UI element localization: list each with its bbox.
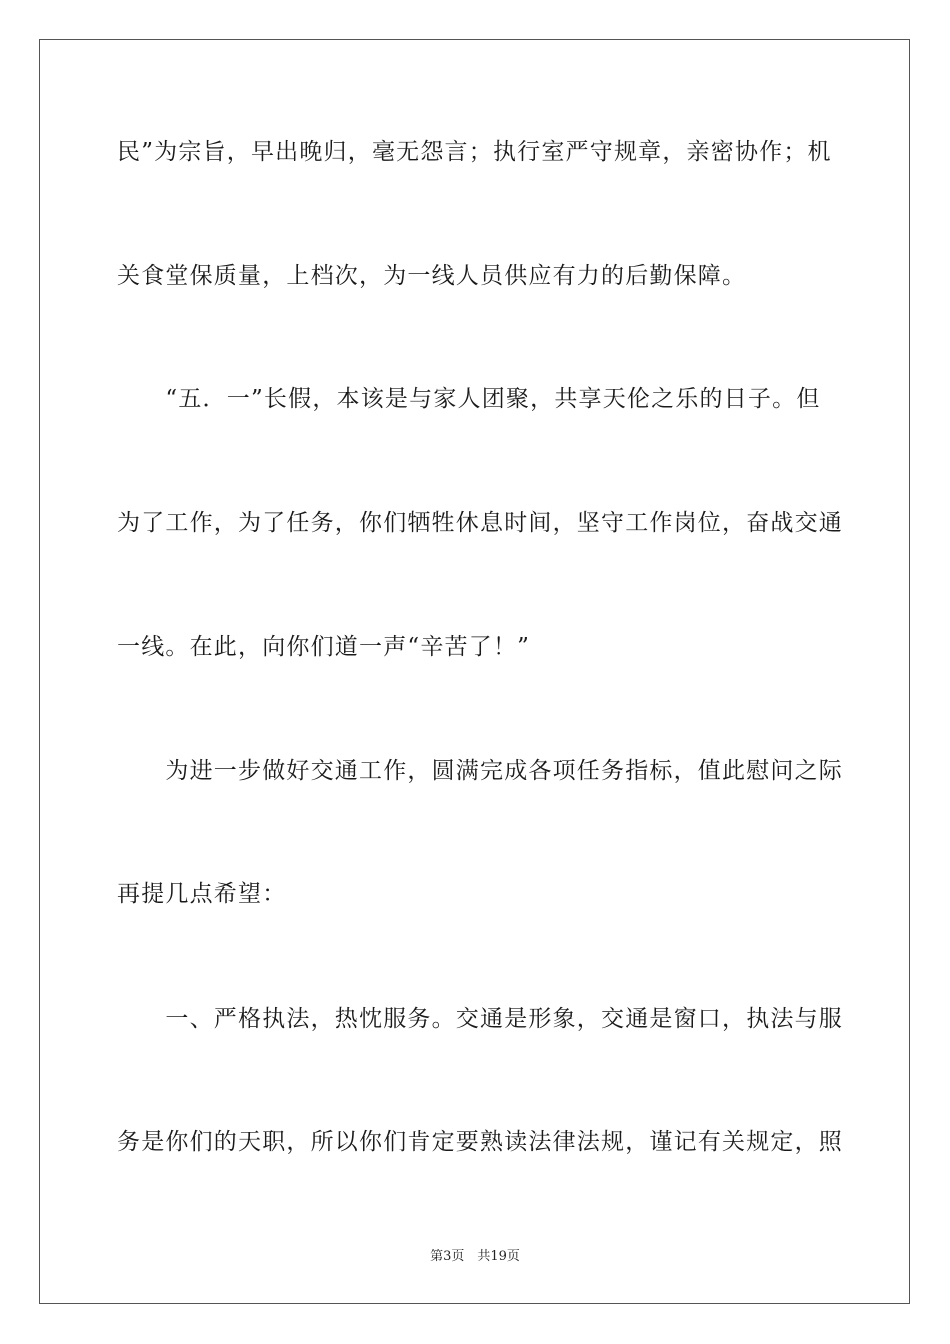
page-number-footer: 第3页 共19页 (430, 1249, 520, 1264)
text-line-2: 关食堂保质量，上档次，为一线人员供应有力的后勤保障。 (117, 263, 747, 289)
text-line-5: 一线。在此，向你们道一声“辛苦了！” (117, 634, 531, 660)
text-line-1: 民”为宗旨，早出晚归，毫无怨言；执行室严守规章，亲密协作；机 (117, 139, 832, 165)
text-line-9: 务是你们的天职，所以你们肯定要熟读法律法规，谨记有关规定，照 (117, 1129, 843, 1155)
page-border (39, 39, 910, 1304)
text-line-7: 再提几点希望： (117, 881, 287, 907)
text-line-8: 一、严格执法，热忱服务。交通是形象，交通是窗口，执法与服 (117, 1006, 843, 1032)
text-line-4: 为了工作，为了任务，你们牺牲休息时间，坚守工作岗位，奋战交通 (117, 510, 843, 536)
text-line-3: “五．一”长假，本该是与家人团聚，共享天伦之乐的日子。但 (117, 386, 821, 412)
text-line-6: 为进一步做好交通工作，圆满完成各项任务指标，值此慰问之际 (117, 758, 843, 784)
